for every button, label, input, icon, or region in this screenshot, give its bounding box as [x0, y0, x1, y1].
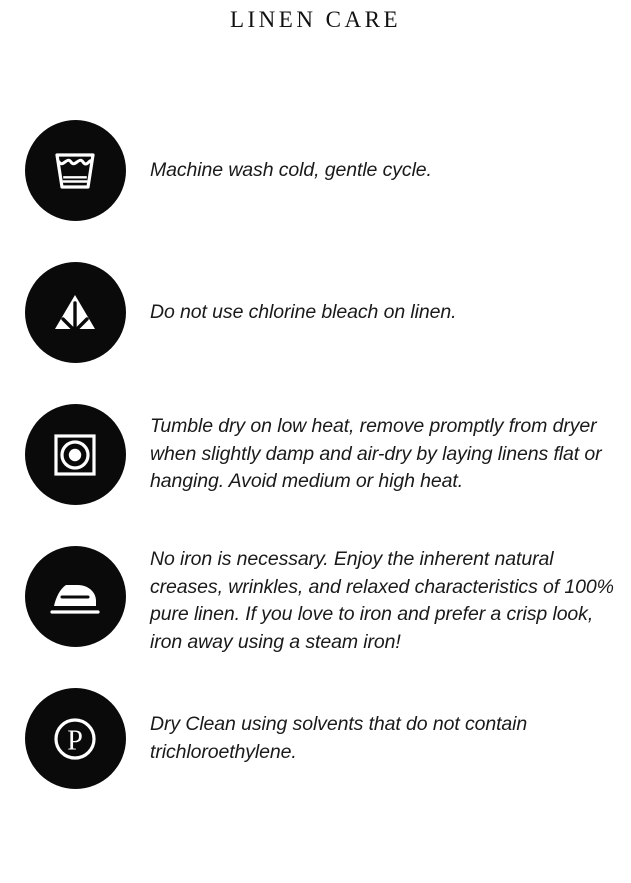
- icon-cell: [0, 688, 150, 789]
- care-instruction-text: Machine wash cold, gentle cycle.: [150, 158, 432, 181]
- list-item: [0, 546, 631, 661]
- do-not-bleach-icon: [25, 262, 126, 363]
- care-instruction-text: No iron is necessary. Enjoy the inherent natural creases, wrinkles, and relaxed characteristics of 100% pure linen. If you love to iron and prefer a crisp look, iron away using a steam iron!: [150, 548, 614, 653]
- list-item: [0, 120, 631, 235]
- machine-wash-cold-icon: [25, 120, 126, 221]
- text-cell: [150, 404, 631, 505]
- linen-care-page: [0, 4, 631, 883]
- iron-icon: [25, 546, 126, 647]
- icon-cell: [0, 262, 150, 363]
- care-instruction-list: [0, 120, 631, 803]
- svg-text:P: P: [67, 725, 83, 756]
- page-title: LINEN CARE: [229, 7, 402, 32]
- text-cell: [150, 262, 631, 363]
- tumble-dry-low-icon: [25, 404, 126, 505]
- text-cell: [150, 120, 631, 221]
- list-item: [0, 262, 631, 377]
- dry-clean-p-icon: [25, 688, 126, 789]
- list-item: [0, 688, 631, 803]
- list-item: [0, 404, 631, 519]
- icon-cell: [0, 546, 150, 647]
- icon-cell: [0, 120, 150, 221]
- icon-cell: [0, 404, 150, 505]
- care-instruction-text: Tumble dry on low heat, remove promptly from dryer when slightly damp and air-dry by laying linens flat or hanging. Avoid medium or high heat.: [150, 415, 602, 493]
- text-cell: [150, 688, 631, 789]
- text-cell: [150, 546, 631, 656]
- care-instruction-text: Dry Clean using solvents that do not contain trichloroethylene.: [150, 713, 528, 763]
- care-instruction-text: Do not use chlorine bleach on linen.: [150, 300, 457, 323]
